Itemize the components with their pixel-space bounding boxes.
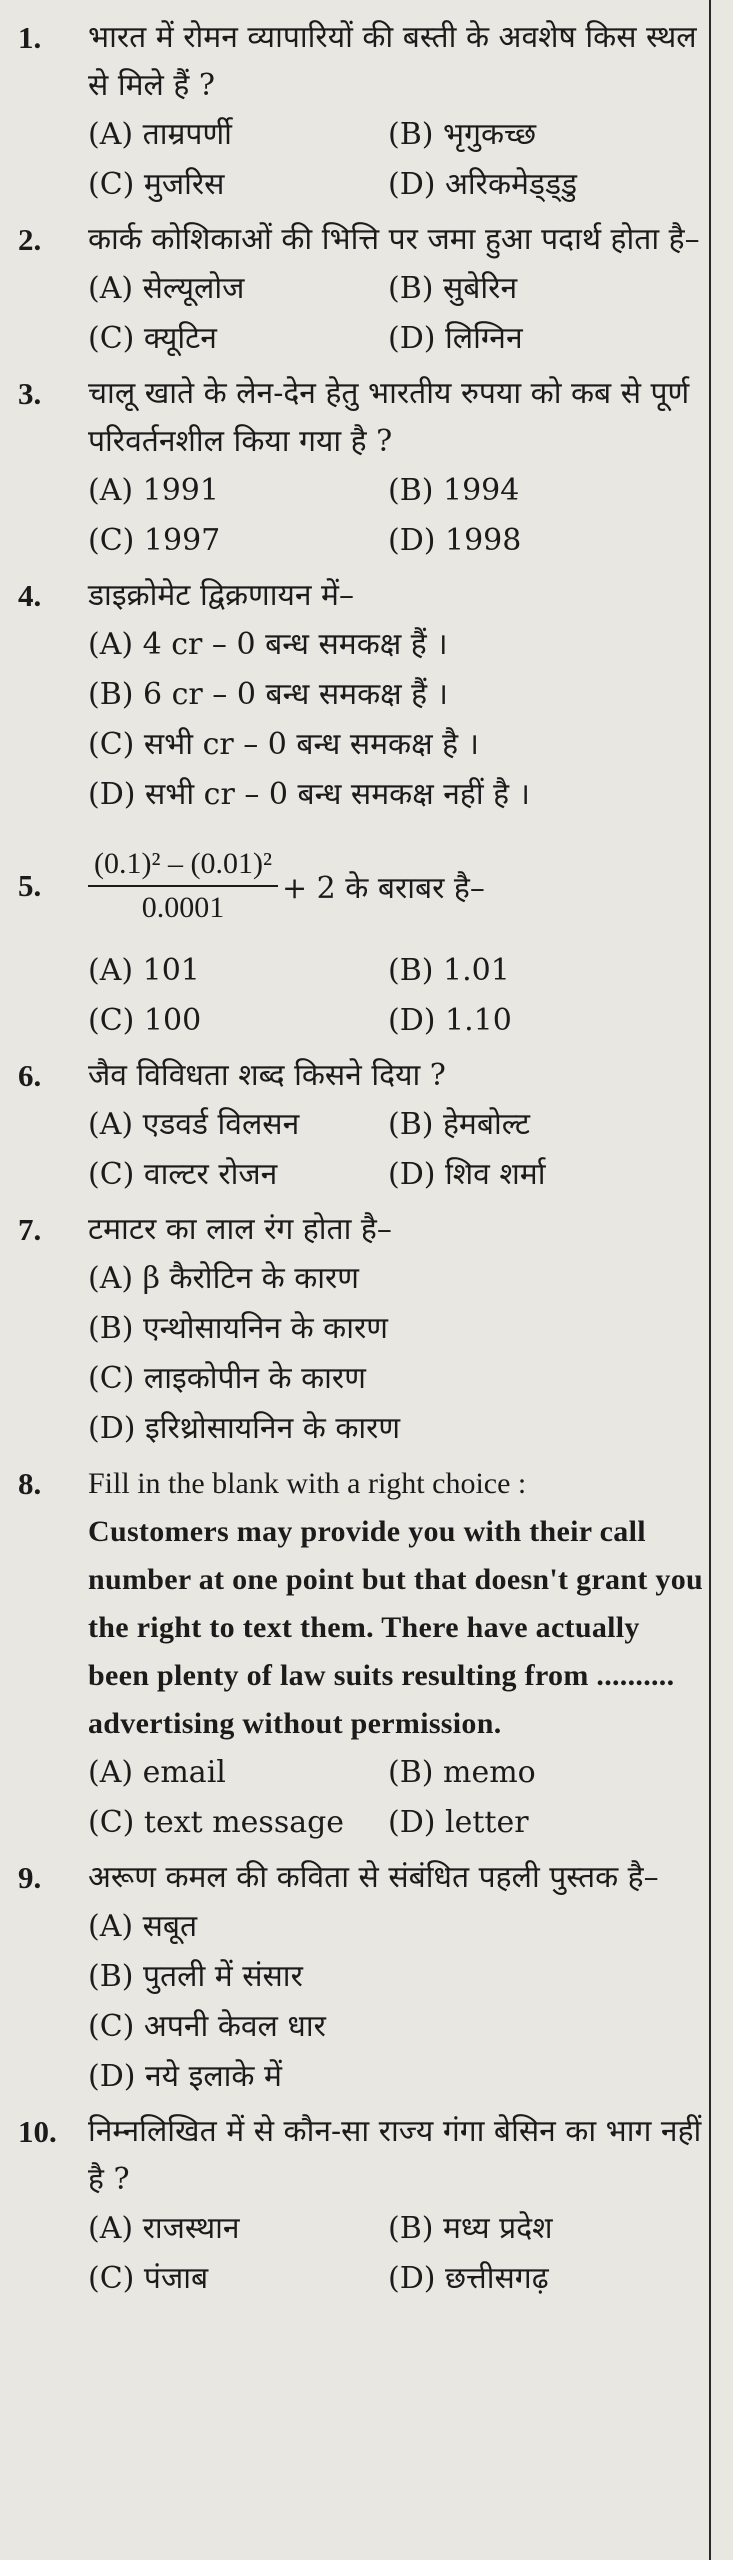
question-text: डाइक्रोमेट द्विक्रणायन में– [88,578,355,613]
option-b[interactable]: (B) भृगुकच्छ [388,117,537,152]
question-text: अरूण कमल की कविता से संबंधित पहली पुस्तक है– [88,1860,659,1895]
fraction [88,847,278,925]
option-c[interactable]: (C) लाइकोपीन के कारण [88,1361,366,1396]
option-a[interactable]: (A) β कैरोटिन के कारण [88,1261,359,1296]
question-10 [18,2108,703,2304]
option-b[interactable]: (B) 1994 [388,473,520,508]
option-b[interactable]: (B) सुबेरिन [388,271,518,306]
question-number: 7. [18,1212,42,1247]
options [88,466,703,566]
option-c[interactable]: (C) क्यूटिन [88,321,217,356]
option-c[interactable]: (C) 100 [88,1003,202,1038]
option-d[interactable]: (D) अरिकमेड्ड्डु [388,167,578,202]
options [88,620,703,820]
question-number: 10. [18,2114,57,2149]
option-d[interactable]: (D) शिव शर्मा [388,1157,546,1192]
question-text: Fill in the blank with a right choice : [88,1467,527,1500]
question-number: 6. [18,1058,42,1093]
option-c[interactable]: (C) सभी cr – 0 बन्ध समकक्ष है । [88,727,479,762]
question-number: 8. [18,1466,42,1501]
question-3 [18,370,703,566]
option-b[interactable]: (B) पुतली में संसार [88,1959,303,1994]
option-a[interactable]: (A) एडवर्ड विलसन [88,1107,300,1142]
options [88,1100,703,1200]
question-text: + 2 के बराबर है– [281,870,485,906]
options [88,946,703,1046]
question-text: जैव विविधता शब्द किसने दिया ? [88,1058,446,1093]
question-text: टमाटर का लाल रंग होता है– [88,1212,392,1247]
options [88,1902,703,2102]
option-d[interactable]: (D) 1.10 [388,1003,512,1038]
option-d[interactable]: (D) छत्तीसगढ़ [388,2261,549,2296]
question-text: भारत में रोमन व्यापारियों की बस्ती के अवशेष किस स्थल से मिले हैं ? [88,20,697,103]
option-d[interactable]: (D) सभी cr – 0 बन्ध समकक्ष नहीं है । [88,777,530,812]
option-c[interactable]: (C) 1997 [88,523,221,558]
question-1 [18,14,703,210]
option-c[interactable]: (C) text message [88,1805,345,1840]
option-b[interactable]: (B) memo [388,1755,536,1790]
options [88,110,703,210]
option-d[interactable]: (D) 1998 [388,523,522,558]
option-d[interactable]: (D) इरिथ्रोसायनिन के कारण [88,1411,401,1446]
option-c[interactable]: (C) पंजाब [88,2261,209,2296]
fraction-denominator: 0.0001 [141,891,225,924]
option-c[interactable]: (C) वाल्टर रोजन [88,1157,278,1192]
option-d[interactable]: (D) letter [388,1805,529,1840]
column-rule [709,0,711,2560]
question-8 [18,1460,703,1848]
question-expression [88,826,703,946]
options [88,1254,703,1454]
question-passage: Customers may provide you with their call number at one point but that doesn't grant you the right to text them. There have actually been plenty of law suits resulting from .......... advertising without permission. [88,1515,704,1740]
option-a[interactable]: (A) राजस्थान [88,2211,240,2246]
options [88,2204,703,2304]
question-5 [18,826,703,1046]
question-text: निम्नलिखित में से कौन-सा राज्य गंगा बेसिन का भाग नहीं है ? [88,2114,702,2197]
option-c[interactable]: (C) मुजरिस [88,167,225,202]
question-4 [18,572,703,820]
option-c[interactable]: (C) अपनी केवल धार [88,2009,326,2044]
option-d[interactable]: (D) लिग्निन [388,321,523,356]
question-2 [18,216,703,364]
question-7 [18,1206,703,1454]
option-a[interactable]: (A) ताम्रपर्णी [88,117,232,152]
option-a[interactable]: (A) सेल्यूलोज [88,271,245,306]
option-b[interactable]: (B) 1.01 [388,953,510,988]
option-a[interactable]: (A) 1991 [88,473,219,508]
options [88,1748,703,1848]
question-number: 3. [18,376,42,411]
question-number: 9. [18,1860,42,1895]
question-text: कार्क कोशिकाओं की भित्ति पर जमा हुआ पदार्थ होता है– [88,222,700,257]
question-number: 5. [18,868,42,903]
option-b[interactable]: (B) मध्य प्रदेश [388,2211,553,2246]
option-b[interactable]: (B) एन्थोसायनिन के कारण [88,1311,388,1346]
question-number: 4. [18,578,42,613]
option-a[interactable]: (A) 4 cr – 0 बन्ध समकक्ष हैं । [88,627,448,662]
option-b[interactable]: (B) 6 cr – 0 बन्ध समकक्ष हैं । [88,677,449,712]
question-number: 1. [18,20,42,55]
question-number: 2. [18,222,42,257]
fraction-numerator: (0.1)² – (0.01)² [88,847,278,887]
option-b[interactable]: (B) हेमबोल्ट [388,1107,530,1142]
option-a[interactable]: (A) सबूत [88,1909,198,1944]
options [88,264,703,364]
option-a[interactable]: (A) email [88,1755,226,1790]
option-a[interactable]: (A) 101 [88,953,200,988]
question-9 [18,1854,703,2102]
option-d[interactable]: (D) नये इलाके में [88,2059,282,2094]
question-6 [18,1052,703,1200]
question-text: चालू खाते के लेन-देन हेतु भारतीय रुपया को कब से पूर्ण परिवर्तनशील किया गया है ? [88,376,690,459]
